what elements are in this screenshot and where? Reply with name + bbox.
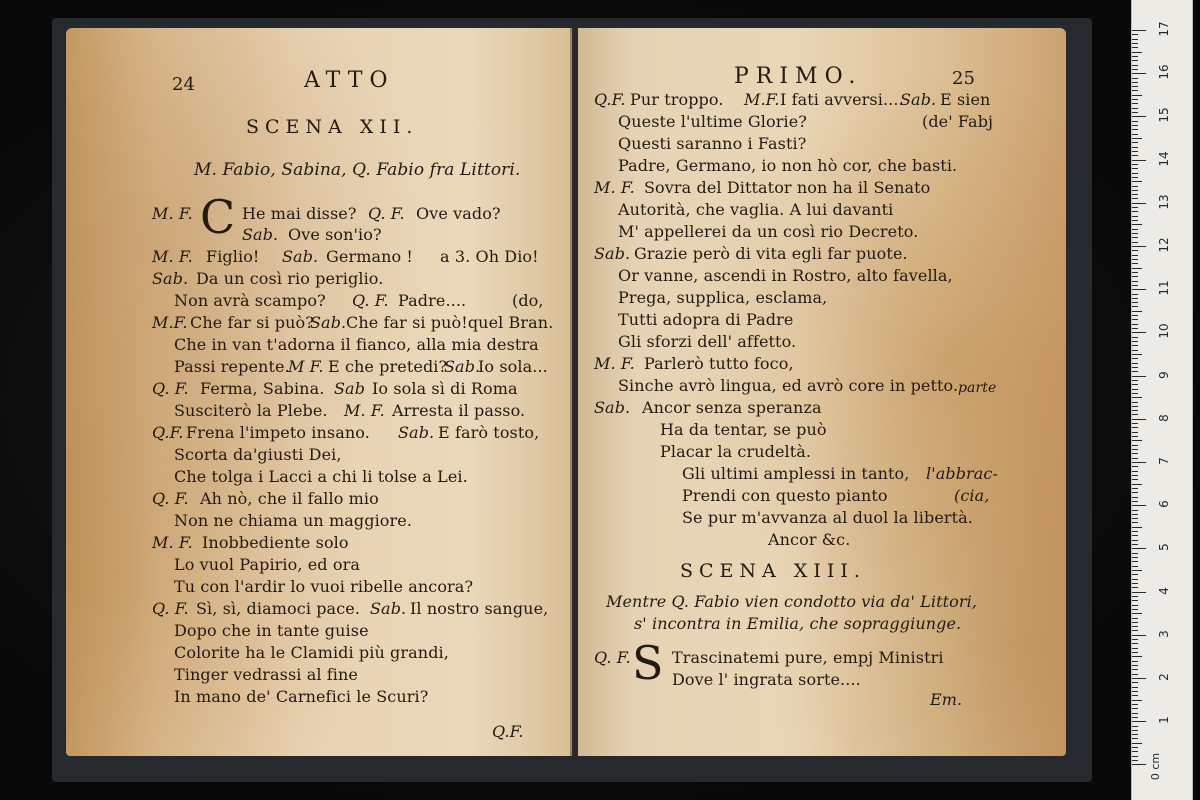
ruler-tick [1132, 626, 1138, 627]
ruler-tick [1132, 134, 1138, 135]
verse-line: Questi saranno i Fasti? [618, 134, 807, 153]
ruler-tick [1132, 47, 1138, 48]
speaker: M.F. [744, 90, 780, 109]
page-number: 25 [952, 68, 975, 89]
ruler-tick [1132, 332, 1146, 333]
ruler-tick [1132, 393, 1138, 394]
ruler-tick [1132, 700, 1142, 701]
ruler-tick [1132, 501, 1138, 502]
ruler-tick [1132, 281, 1138, 282]
ruler-tick [1132, 734, 1138, 735]
ruler-tick [1132, 302, 1138, 303]
ruler-tick [1132, 462, 1146, 463]
ruler-number: 16 [1157, 64, 1171, 80]
ruler-tick [1132, 397, 1142, 398]
ruler-tick [1132, 764, 1146, 765]
ruler-tick [1132, 151, 1138, 152]
ruler-tick [1132, 605, 1138, 606]
ruler-tick [1132, 376, 1146, 377]
ruler-tick [1132, 112, 1138, 113]
ruler-tick [1132, 168, 1138, 169]
ruler-tick [1132, 328, 1138, 329]
verse-line: Ancor senza speranza [642, 398, 822, 417]
ruler-tick [1132, 224, 1142, 225]
verse-line: Gli sforzi dell' affetto. [618, 332, 797, 351]
stage-direction: (cia, [954, 486, 990, 505]
ruler-tick [1132, 652, 1138, 653]
dropcap: C [200, 190, 236, 244]
verse-line: Dopo che in tante guise [174, 621, 369, 640]
ruler-tick [1132, 99, 1138, 100]
ruler-tick [1132, 298, 1138, 299]
ruler-tick [1132, 579, 1138, 580]
verse-line: E sien [940, 90, 991, 109]
verse-line: Che far si può? [190, 313, 314, 332]
page-number: 24 [172, 74, 195, 95]
ruler-tick [1132, 717, 1138, 718]
ruler-tick [1132, 337, 1138, 338]
verse-line: Padre, Germano, io non hò cor, che basti. [618, 156, 958, 175]
scene-title: SCENA XII. [246, 116, 419, 138]
speaker: M. F. [344, 401, 385, 420]
ruler-tick [1132, 475, 1138, 476]
ruler-tick [1132, 704, 1138, 705]
ruler-tick [1132, 358, 1138, 359]
ruler-tick [1132, 350, 1138, 351]
ruler-tick [1132, 268, 1142, 269]
speaker: M. F. [152, 204, 193, 223]
ruler-tick [1132, 402, 1138, 403]
verse-line: Prega, supplica, esclama, [618, 288, 828, 307]
ruler-tick [1132, 613, 1142, 614]
ruler-tick [1132, 294, 1138, 295]
ruler-tick [1132, 622, 1138, 623]
ruler-number: 15 [1157, 107, 1171, 124]
speaker: Sab. [594, 398, 631, 417]
ruler-tick [1132, 721, 1146, 722]
ruler-tick [1132, 229, 1138, 230]
verse-line: Che tolga i Lacci a chi li tolse a Lei. [174, 467, 468, 486]
verse-line: Ah nò, che il fallo mio [200, 489, 379, 508]
ruler-tick [1132, 138, 1142, 139]
ruler-tick [1132, 639, 1138, 640]
ruler-tick [1132, 691, 1138, 692]
ruler-unit: 0 cm [1149, 752, 1163, 781]
ruler-tick [1132, 488, 1138, 489]
ruler-tick [1132, 181, 1142, 182]
verse-line: Figlio! [206, 247, 260, 266]
ruler-tick [1132, 95, 1142, 96]
ruler-tick [1132, 535, 1138, 536]
ruler-tick [1132, 527, 1142, 528]
ruler-tick [1132, 440, 1142, 441]
catchword: Q.F. [492, 722, 524, 741]
verse-line: E che pretedi? [328, 357, 448, 376]
ruler-tick [1132, 73, 1146, 74]
ruler-tick [1132, 553, 1138, 554]
ruler-tick [1132, 484, 1142, 485]
ruler-tick [1132, 341, 1138, 342]
ruler-tick [1132, 371, 1138, 372]
ruler-tick [1132, 514, 1138, 515]
speaker: M. F. [594, 178, 635, 197]
ruler-tick [1132, 147, 1138, 148]
ruler-number: 9 [1157, 370, 1171, 379]
verse-line: Tutti adopra di Padre [618, 310, 794, 329]
ruler-number: 11 [1157, 280, 1171, 296]
ruler-tick [1132, 713, 1138, 714]
ruler-tick [1132, 43, 1138, 44]
ruler-tick [1132, 242, 1138, 243]
ruler-tick [1132, 56, 1138, 57]
ruler-tick [1132, 345, 1138, 346]
ruler-tick [1132, 518, 1138, 519]
ruler-tick [1132, 39, 1138, 40]
ruler-tick [1132, 730, 1138, 731]
ruler-tick [1132, 272, 1138, 273]
verse-line: Da un così rio periglio. [196, 269, 384, 288]
ruler-tick [1132, 103, 1138, 104]
verse-line: Scorta da'giusti Dei, [174, 445, 342, 464]
ruler-number: 6 [1157, 500, 1171, 509]
verse-line: Lo vuol Papirio, ed ora [174, 555, 360, 574]
ruler-tick [1132, 540, 1138, 541]
ruler-tick [1132, 173, 1138, 174]
verse-line: Non ne chiama un maggiore. [174, 511, 413, 530]
ruler-tick [1132, 194, 1138, 195]
verse-line: Autorità, che vaglia. A lui davanti [618, 200, 894, 219]
speaker: Sab. [152, 269, 189, 288]
ruler-tick [1132, 471, 1138, 472]
verse-line: Tu con l'ardir lo vuoi ribelle ancora? [174, 577, 474, 596]
verse-line: Ha da tentar, se può [660, 420, 827, 439]
ruler-tick [1132, 661, 1138, 662]
verse-line: Ancor &c. [768, 530, 851, 549]
cast-line: M. Fabio, Sabina, Q. Fabio fra Littori. [194, 160, 521, 180]
ruler-tick [1132, 155, 1138, 156]
ruler-tick [1132, 69, 1138, 70]
ruler-tick [1132, 618, 1138, 619]
ruler-number: 2 [1157, 673, 1171, 681]
verse-line: Passi repente. [174, 357, 290, 376]
verse-line: Che in van t'adorna il fianco, alla mia destra [174, 335, 539, 354]
ruler-tick [1132, 751, 1138, 752]
speaker: Q.F. [594, 90, 626, 109]
ruler-tick [1132, 216, 1138, 217]
ruler-tick [1132, 259, 1138, 260]
ruler-tick [1132, 90, 1138, 91]
speaker: Sab. [310, 313, 347, 332]
ruler-tick [1132, 250, 1138, 251]
verse-line: a 3. Oh Dio! [440, 247, 539, 266]
ruler-tick [1132, 34, 1138, 35]
ruler-tick [1132, 747, 1138, 748]
ruler-tick [1132, 726, 1138, 727]
ruler-tick [1132, 738, 1138, 739]
verse-line: I fati avversi.... [780, 90, 904, 109]
ruler-number: 13 [1157, 194, 1171, 210]
ruler-tick [1132, 186, 1138, 187]
ruler-tick [1132, 574, 1138, 575]
ruler-tick [1132, 125, 1138, 126]
verse-line: Parlerò tutto foco, [644, 354, 794, 373]
running-head: ATTO [304, 68, 395, 93]
verse-line: Inobbediente solo [202, 533, 349, 552]
ruler-tick [1132, 760, 1138, 761]
verse-line: He mai disse? [242, 204, 357, 223]
speaker: M. F. [152, 247, 193, 266]
ruler-tick [1132, 237, 1138, 238]
ruler-tick [1132, 121, 1138, 122]
speaker: M.F. [152, 313, 188, 332]
verse-line: Se pur m'avvanza al duol la libertà. [682, 508, 973, 527]
speaker: Sab. [370, 599, 407, 618]
ruler-tick [1132, 129, 1138, 130]
ruler-tick [1132, 453, 1138, 454]
ruler-tick [1132, 306, 1138, 307]
ruler-tick [1132, 384, 1138, 385]
speaker: M. F. [152, 533, 193, 552]
verse-line: Or vanne, ascendi in Rostro, alto favella, [618, 266, 953, 285]
verse-line: Pur troppo. [630, 90, 724, 109]
ruler-tick [1132, 544, 1138, 545]
verse-line: E farò tosto, [438, 423, 540, 442]
ruler-tick [1132, 570, 1142, 571]
ruler-tick [1132, 665, 1138, 666]
ruler-number: 14 [1157, 150, 1171, 167]
speaker: M F. [288, 357, 324, 376]
speaker: Q. F. [152, 379, 189, 398]
speaker: Sab [334, 379, 366, 398]
stage-direction: parte [958, 380, 997, 396]
ruler-tick [1132, 756, 1138, 757]
stage-direction: l'abbrac- [926, 464, 998, 483]
ruler-tick [1132, 566, 1138, 567]
measuring-ruler [1131, 0, 1193, 800]
ruler-number: 17 [1157, 21, 1171, 37]
verse-line: Susciterò la Plebe. [174, 401, 328, 420]
verse-line: Tinger vedrassi al fine [174, 665, 358, 684]
verse-line: Colorite ha le Clamidi più grandi, [174, 643, 449, 662]
ruler-tick [1132, 643, 1138, 644]
verse-line: Ferma, Sabina. [200, 379, 325, 398]
ruler-tick [1132, 479, 1138, 480]
ruler-tick [1132, 190, 1138, 191]
left-page [66, 28, 572, 756]
verse-line: Sinche avrò lingua, ed avrò core in petto. [618, 376, 959, 395]
right-page [578, 28, 1066, 756]
ruler-tick [1132, 30, 1146, 31]
verse-line: Sì, sì, diamoci pace. [196, 599, 361, 618]
ruler-tick [1132, 557, 1138, 558]
running-head: PRIMO. [734, 64, 863, 89]
speaker: M. F. [594, 354, 635, 373]
speaker: Q.F. [152, 423, 184, 442]
ruler-tick [1132, 531, 1138, 532]
ruler-tick [1132, 363, 1138, 364]
ruler-tick [1132, 423, 1138, 424]
ruler-tick [1132, 319, 1138, 320]
catchword: Em. [930, 690, 963, 709]
ruler-tick [1132, 207, 1138, 208]
speaker: Sab. [242, 225, 279, 244]
verse-line: Sovra del Dittator non ha il Senato [644, 178, 931, 197]
ruler-tick [1132, 78, 1138, 79]
ruler-tick [1132, 311, 1142, 312]
ruler-tick [1132, 60, 1138, 61]
ruler-tick [1132, 656, 1142, 657]
ruler-tick [1132, 276, 1138, 277]
stage-direction: s' incontra in Emilia, che sopraggiunge. [634, 614, 962, 633]
scene-title: SCENA XIII. [680, 560, 866, 582]
speaker: Sab. [398, 423, 435, 442]
verse-line: Io sola... [478, 357, 548, 376]
ruler-tick [1132, 427, 1138, 428]
ruler-tick [1132, 289, 1146, 290]
ruler-tick [1132, 743, 1142, 744]
ruler-tick [1132, 587, 1138, 588]
ruler-tick [1132, 630, 1138, 631]
stage-direction: Mentre Q. Fabio vien condotto via da' Littori, [606, 592, 978, 611]
ruler-number: 4 [1157, 586, 1171, 595]
ruler-tick [1132, 220, 1138, 221]
verse-line: Frena l'impeto insano. [186, 423, 370, 442]
ruler-tick [1132, 324, 1138, 325]
ruler-number: 8 [1157, 413, 1171, 422]
ruler-tick [1132, 52, 1142, 53]
ruler-tick [1132, 436, 1138, 437]
ruler-tick [1132, 669, 1138, 670]
speaker: Sab. [900, 90, 937, 109]
ruler-tick [1132, 674, 1138, 675]
ruler-tick [1132, 246, 1146, 247]
verse-line: Padre.... [398, 291, 467, 310]
dropcap: S [632, 636, 664, 690]
ruler-tick [1132, 635, 1146, 636]
verse-line: Che far si può!quel Bran. [346, 313, 554, 332]
ruler-number: 1 [1157, 716, 1171, 725]
ruler-tick [1132, 432, 1138, 433]
ruler-tick [1132, 86, 1138, 87]
ruler-tick [1132, 458, 1138, 459]
ruler-number: 7 [1157, 457, 1171, 465]
ruler-tick [1132, 198, 1138, 199]
ruler-tick [1132, 389, 1138, 390]
ruler-tick [1132, 164, 1138, 165]
ruler-tick [1132, 142, 1138, 143]
speaker: Sab. [444, 357, 481, 376]
speaker: Q. F. [152, 489, 189, 508]
verse-line: Dove l' ingrata sorte.... [672, 670, 861, 689]
verse-line: Gli ultimi amplessi in tanto, [682, 464, 910, 483]
verse-line: Placar la crudeltà. [660, 442, 812, 461]
verse-line: Ove son'io? [288, 225, 382, 244]
ruler-tick [1132, 380, 1138, 381]
speaker: Sab. [594, 244, 631, 263]
verse-line: Ove vado? [416, 204, 501, 223]
speaker: Q. F. [352, 291, 389, 310]
verse-line: Il nostro sangue, [410, 599, 549, 618]
speaker: Q. F. [152, 599, 189, 618]
ruler-tick [1132, 419, 1146, 420]
ruler-number: 10 [1157, 323, 1171, 340]
ruler-tick [1132, 449, 1138, 450]
ruler-tick [1132, 410, 1138, 411]
ruler-tick [1132, 492, 1138, 493]
verse-line: Io sola sì di Roma [372, 379, 518, 398]
ruler-tick [1132, 522, 1138, 523]
ruler-tick [1132, 414, 1138, 415]
ruler-tick [1132, 596, 1138, 597]
ruler-tick [1132, 466, 1138, 467]
ruler-tick [1132, 687, 1138, 688]
ruler-tick [1132, 203, 1146, 204]
verse-line: (do, [512, 291, 544, 310]
ruler-tick [1132, 116, 1146, 117]
ruler-tick [1132, 695, 1138, 696]
ruler-tick [1132, 497, 1138, 498]
ruler-tick [1132, 65, 1138, 66]
ruler-tick [1132, 678, 1146, 679]
speaker: Q. F. [368, 204, 405, 223]
ruler-tick [1132, 177, 1138, 178]
speaker: Sab. [282, 247, 319, 266]
ruler-tick [1132, 505, 1146, 506]
ruler-tick [1132, 510, 1138, 511]
verse-line: In mano de' Carnefici le Scuri? [174, 687, 429, 706]
ruler-tick [1132, 406, 1138, 407]
ruler-tick [1132, 583, 1138, 584]
ruler-tick [1132, 233, 1138, 234]
ruler-tick [1132, 561, 1138, 562]
ruler-tick [1132, 648, 1138, 649]
ruler-tick [1132, 285, 1138, 286]
verse-line: Germano ! [326, 247, 413, 266]
verse-line: Trascinatemi pure, empj Ministri [672, 648, 944, 667]
speaker: Q. F. [594, 648, 631, 667]
ruler-tick [1132, 255, 1138, 256]
ruler-tick [1132, 263, 1138, 264]
ruler-tick [1132, 82, 1138, 83]
ruler-tick [1132, 354, 1142, 355]
verse-line: Non avrà scampo? [174, 291, 326, 310]
verse-line: (de' Fabj [922, 112, 994, 131]
verse-line: Queste l'ultime Glorie? [618, 112, 807, 131]
ruler-number: 3 [1157, 629, 1171, 638]
verse-line: M' appellerei da un così rio Decreto. [618, 222, 919, 241]
verse-line: Arresta il passo. [392, 401, 526, 420]
ruler-tick [1132, 445, 1138, 446]
ruler-number: 5 [1157, 543, 1171, 552]
ruler-tick [1132, 108, 1138, 109]
ruler-tick [1132, 592, 1146, 593]
verse-line: Prendi con questo pianto [682, 486, 888, 505]
ruler-tick [1132, 708, 1138, 709]
ruler-number: 12 [1157, 237, 1171, 253]
ruler-tick [1132, 367, 1138, 368]
ruler-tick [1132, 548, 1146, 549]
ruler-tick [1132, 160, 1146, 161]
verse-line: Grazie però di vita egli far puote. [634, 244, 908, 263]
ruler-tick [1132, 600, 1138, 601]
ruler-tick [1132, 211, 1138, 212]
ruler-tick [1132, 682, 1138, 683]
ruler-tick [1132, 609, 1138, 610]
ruler-tick [1132, 315, 1138, 316]
